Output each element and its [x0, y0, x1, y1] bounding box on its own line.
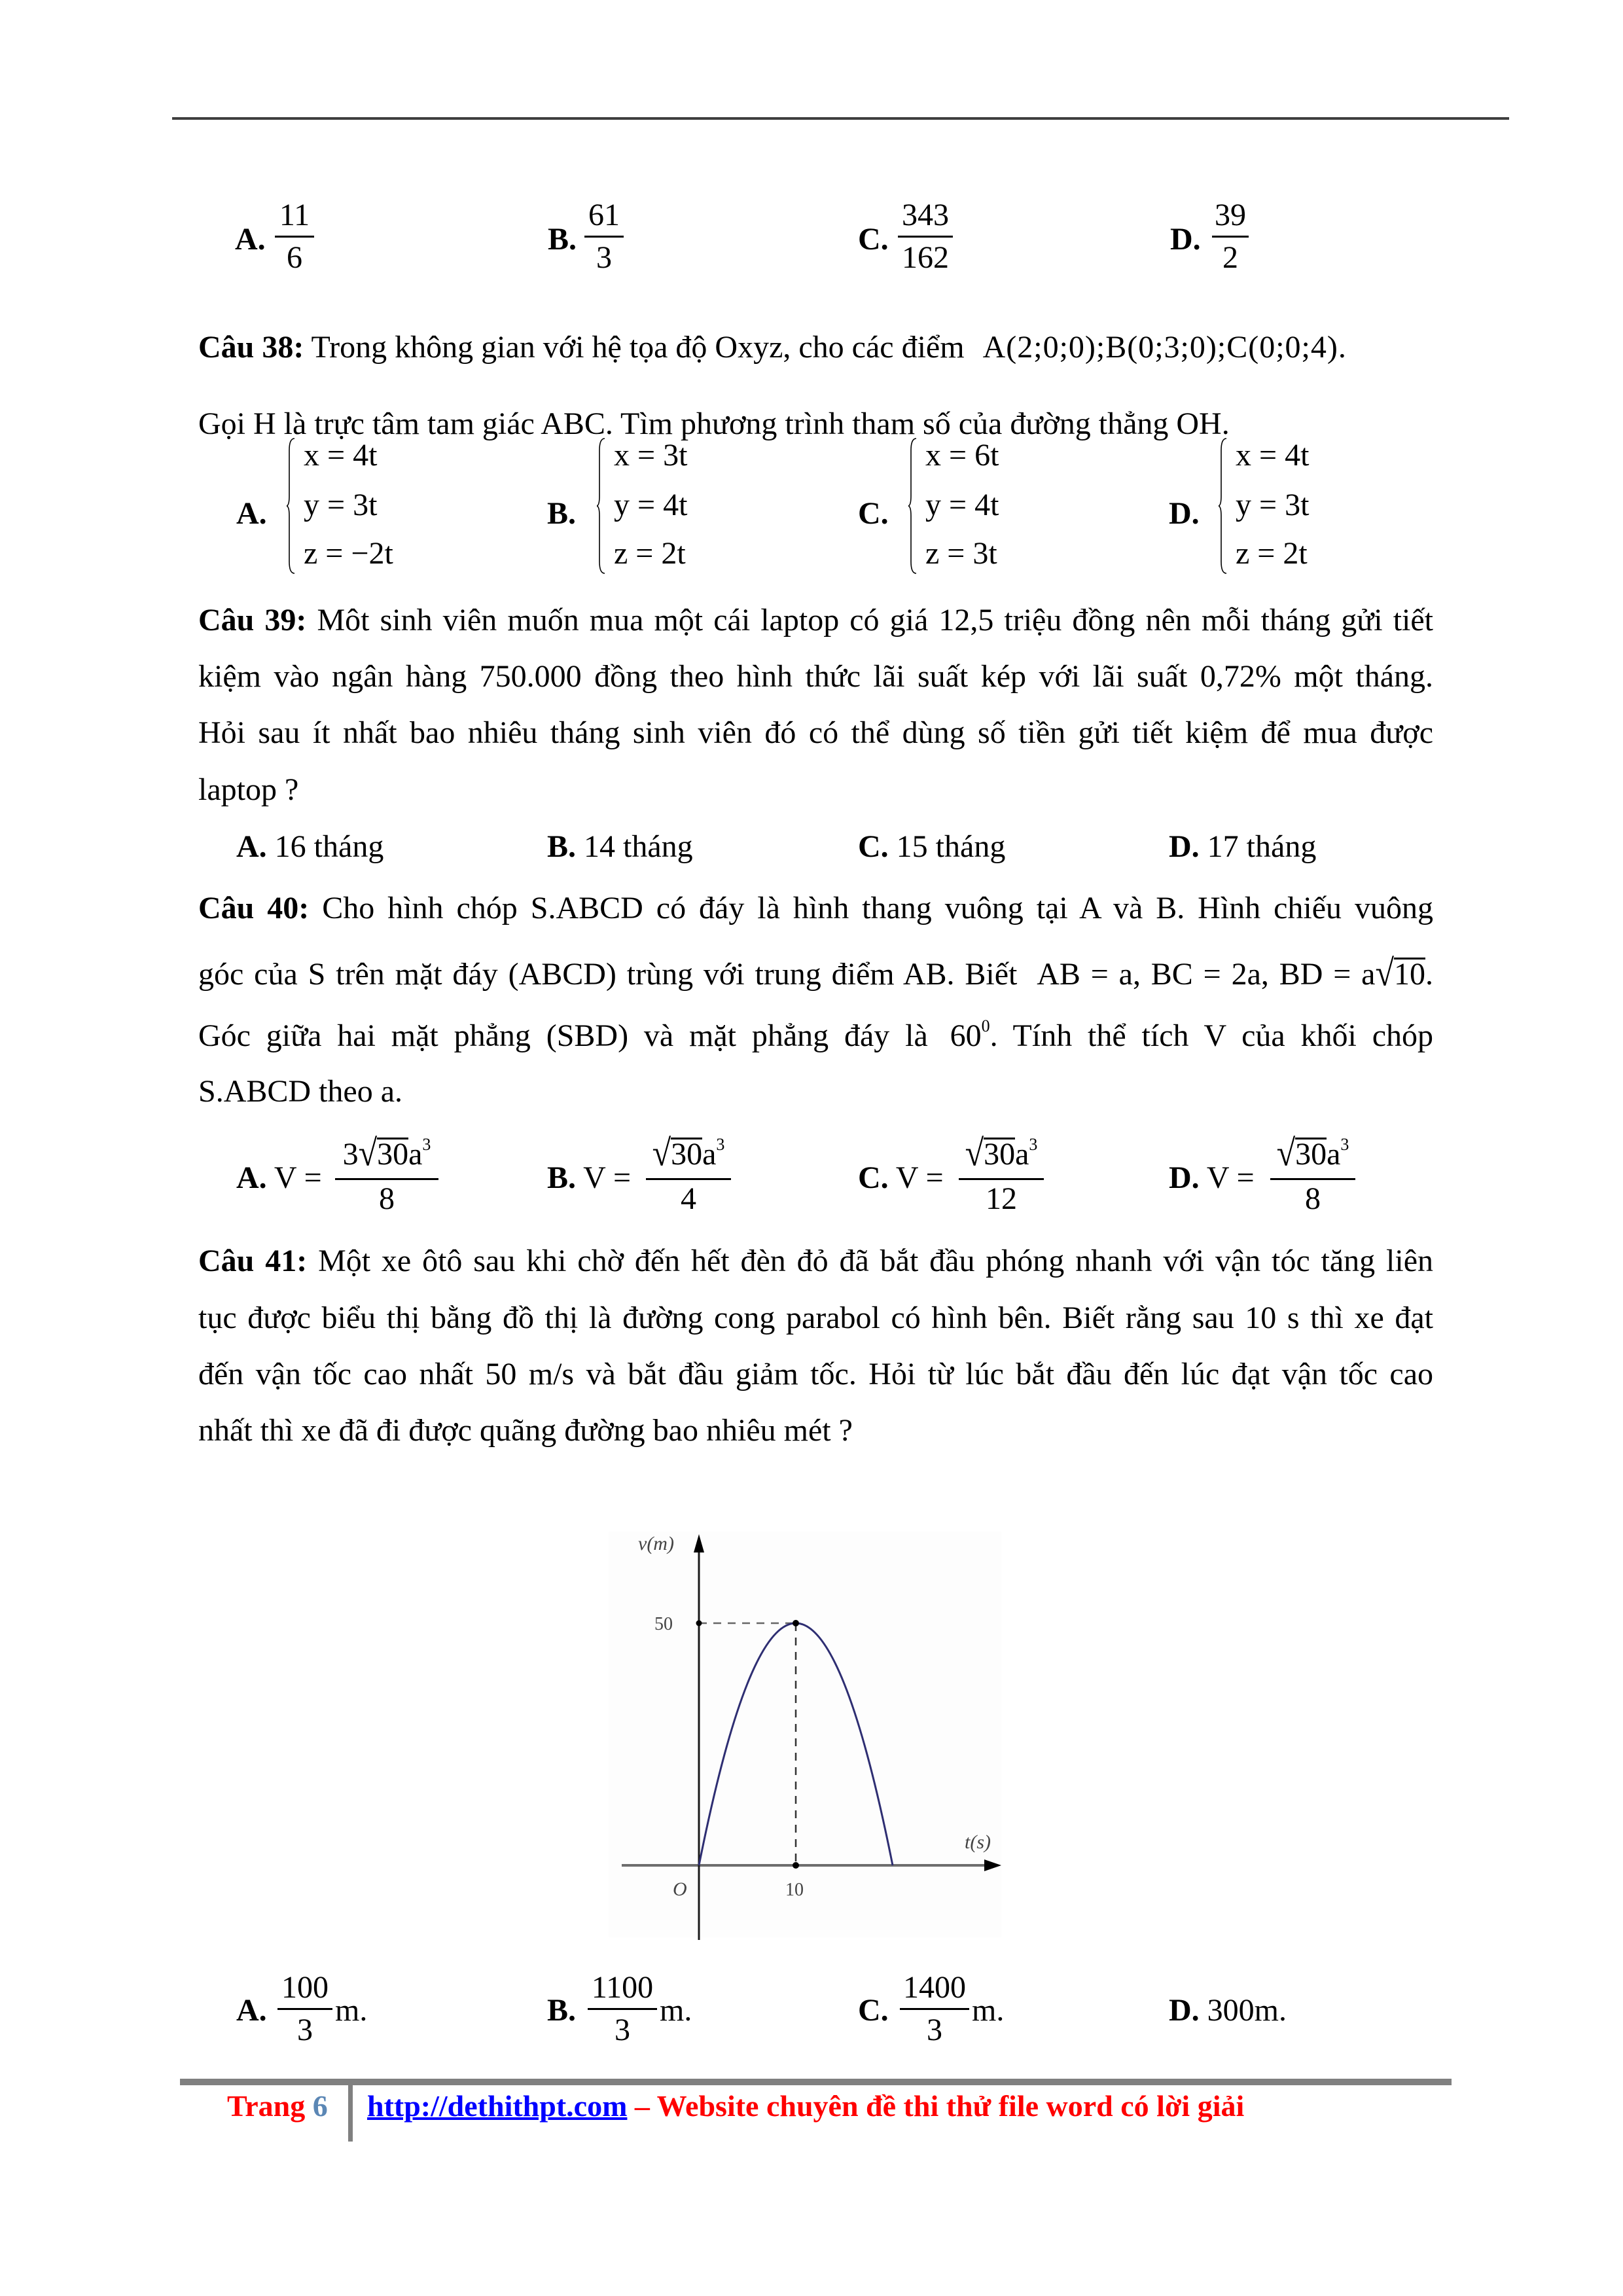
q37-option-c-fraction: 343 162 — [898, 199, 953, 274]
q37-option-b-fraction: 61 3 — [584, 199, 624, 274]
q39-option-b[interactable]: B. 14 tháng — [547, 829, 693, 864]
q40-option-b-fraction: $√30a^3$ 4 — [646, 1138, 731, 1215]
q40-option-a-fraction: $3√30a^3$ 8 — [335, 1138, 438, 1215]
q41-option-d[interactable]: D. 300m. — [1169, 1993, 1287, 2028]
q40-option-a[interactable]: A. V = — [236, 1160, 322, 1195]
x-axis-label: t(s) — [965, 1831, 991, 1853]
q41-option-a-unit: m. — [335, 1993, 368, 2028]
q38-line-2: Gọi H là trực tâm tam giác ABC. Tìm phương trình tham số của đường thẳng OH. — [198, 406, 1230, 441]
q39-option-c[interactable]: C. 15 tháng — [858, 829, 1006, 864]
q38-points: A(2;0;0);B(0;3;0);C(0;0;4). — [982, 330, 1347, 365]
q41-option-a-fraction: 100 3 — [277, 1971, 332, 2047]
q40-option-c[interactable]: C. V = — [858, 1160, 944, 1195]
footer-page — [227, 2088, 328, 2125]
q38-option-c[interactable]: C. — [858, 496, 889, 531]
q41-line-2: tục được biểu thị bằng đồ thị là đường cong parabol có hình bên. Biết rằng sau 10 s thì xe đạt — [198, 1300, 1433, 1335]
q39-line-4: laptop ? — [198, 772, 299, 807]
y-axis-label: v(m) — [638, 1533, 674, 1554]
q40-option-d-fraction: $√30a^3$ 8 — [1270, 1138, 1355, 1215]
point-vertex — [793, 1620, 799, 1626]
y-tick-50: 50 — [654, 1614, 673, 1634]
x-tick-10: 10 — [785, 1880, 804, 1900]
header-rule — [172, 117, 1509, 120]
q37-option-a[interactable]: A. — [235, 222, 266, 257]
q41-title: Câu 41: — [198, 1244, 308, 1278]
q37-option-c[interactable]: C. — [858, 222, 889, 257]
brace-icon — [908, 437, 918, 575]
point-10 — [793, 1862, 799, 1869]
q39-title: Câu 39: — [198, 603, 307, 637]
q41-line-3: đến vận tốc cao nhất 50 m/s và bắt đầu giảm tốc. Hỏi từ lúc bắt đầu đến lúc đạt vận tốc cao — [198, 1357, 1433, 1391]
q38-option-b[interactable]: B. — [547, 496, 577, 531]
q41-option-c[interactable]: C. — [858, 1993, 889, 2028]
q41-line-1: Câu 41: Một xe ôtô sau khi chờ đến hết đèn đỏ đã bắt đầu phóng nhanh với vận tóc tăng liên — [198, 1244, 1434, 1278]
q41-option-c-fraction: 1400 3 — [900, 1971, 969, 2047]
q37-option-d-fraction: 39 2 — [1212, 199, 1249, 274]
q39-line-3: Hỏi sau ít nhất bao nhiêu tháng sinh viên đó có thể dùng số tiền gửi tiết kiệm để mua được — [198, 715, 1433, 750]
q38-option-a[interactable]: A. — [236, 496, 267, 531]
q41-option-b-fraction: 1100 3 — [588, 1971, 657, 2047]
q41-line-4: nhất thì xe đã đi được quãng đường bao nhiêu mét ? — [198, 1413, 853, 1448]
q41-option-b-unit: m. — [660, 1993, 692, 2028]
q41-option-b[interactable]: B. — [547, 1993, 577, 2028]
q39-option-a[interactable]: A. 16 tháng — [236, 829, 384, 864]
q41-option-a[interactable]: A. — [236, 1993, 267, 2028]
site-tagline: – Website chuyên đề thi thử file word có lời giải — [627, 2089, 1245, 2123]
q40-option-c-fraction: $√30a^3$ 12 — [959, 1138, 1044, 1215]
footer-rule — [180, 2079, 1452, 2085]
footer-divider — [348, 2085, 353, 2142]
q40-line-1: Câu 40: Cho hình chóp S.ABCD có đáy là hình thang vuông tại A và B. Hình chiếu vuông — [198, 891, 1434, 925]
q38-option-d[interactable]: D. — [1169, 496, 1200, 531]
q40-line-4: S.ABCD theo a. — [198, 1074, 402, 1109]
point-50 — [696, 1621, 702, 1626]
q40-line-2: góc của S trên mặt đáy (ABCD) trùng với trung điểm AB. Biết AB = a, BC = 2a, BD = a√10. — [198, 946, 1433, 1002]
q37-option-d[interactable]: D. — [1170, 222, 1201, 257]
footer-site — [367, 2088, 1244, 2125]
sqrt-symbol: √10 — [1375, 953, 1426, 994]
q38-title: Câu 38: — [198, 330, 304, 365]
page-label: Trang — [227, 2089, 306, 2123]
q39-line-1: Câu 39: Môt sinh viên muốn mua một cái laptop có giá 12,5 triệu đồng nên mỗi tháng gửi tiết — [198, 603, 1434, 637]
origin-label: O — [673, 1878, 687, 1900]
q39-line-2: kiệm vào ngân hàng 750.000 đồng theo hình thức lãi suất kép với lãi suất 0,72% một tháng. — [198, 659, 1433, 694]
brace-icon — [597, 437, 606, 575]
q38-line-1: Câu 38: Trong không gian với hệ tọa độ Oxyz, cho các điểm A(2;0;0);B(0;3;0);C(0;0;4). — [198, 330, 1347, 365]
q39-option-d[interactable]: D. 17 tháng — [1169, 829, 1317, 864]
q40-line-3: Góc giữa hai mặt phẳng (SBD) và mặt phẳng đáy là $60^0$. Tính thể tích V của khối chóp — [198, 1016, 1434, 1053]
q40-option-b[interactable]: B. V = — [547, 1160, 632, 1195]
brace-icon — [1219, 437, 1228, 575]
q37-option-b[interactable]: B. — [548, 222, 577, 257]
q40-option-d[interactable]: D. V = — [1169, 1160, 1255, 1195]
q37-option-a-fraction: 11 6 — [275, 199, 314, 274]
page-number: 6 — [312, 2089, 328, 2123]
q41-option-c-unit: m. — [972, 1993, 1005, 2028]
site-link[interactable]: http://dethithpt.com — [367, 2089, 628, 2123]
q40-title: Câu 40: — [198, 891, 310, 925]
brace-icon — [287, 437, 296, 575]
velocity-time-graph — [589, 1505, 1021, 1950]
